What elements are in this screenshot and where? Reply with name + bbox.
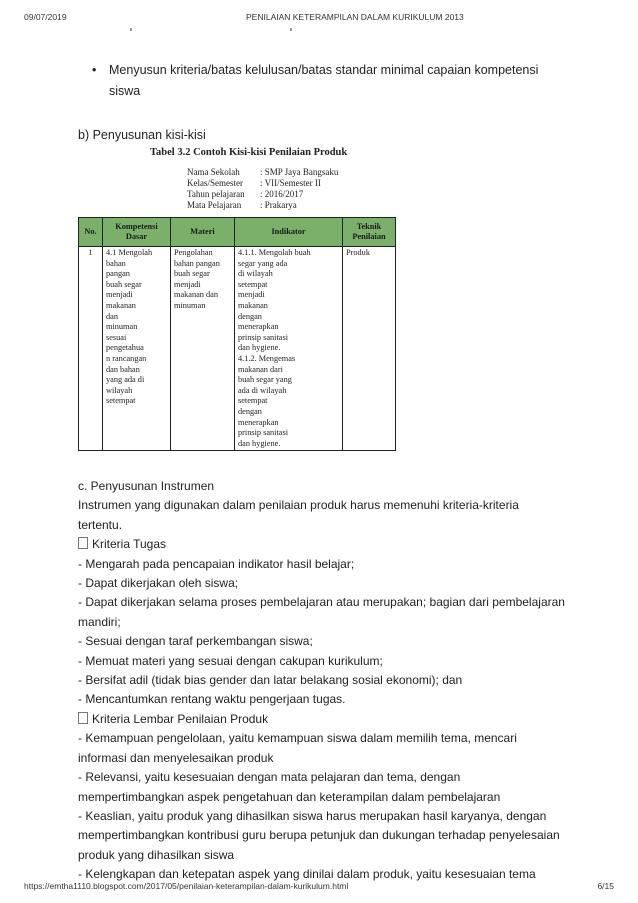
section-heading-kisi-kisi: b) Penyusunan kisi-kisi: [78, 128, 206, 142]
table-header-row: [79, 218, 396, 247]
info-value: : VII/Semester II: [260, 178, 321, 188]
line-text: mempertimbangkan aspek pengetahuan dan keterampilan dalam pembelajaran: [78, 789, 501, 804]
column-header: Indikator: [235, 218, 343, 247]
line-text: Instrumen yang digunakan dalam penilaian produk harus memenuhi kriteria-kriteria: [78, 498, 519, 513]
text-line: [78, 807, 598, 826]
text-line: [78, 555, 598, 574]
line-text: - Memuat materi yang sesuai dengan cakupan kurikulum;: [78, 653, 383, 668]
info-label: Nama Sekolah: [187, 167, 240, 177]
text-line: [78, 768, 598, 787]
line-text: - Kelengkapan dan ketepatan aspek yang dinilai dalam produk, yaitu kesesuaian tema: [78, 867, 536, 882]
column-header: Teknik Penilaian: [343, 218, 396, 247]
text-line: [78, 788, 598, 807]
cell-no: 1: [79, 247, 103, 451]
info-row: [187, 200, 338, 211]
text-line: [78, 613, 598, 632]
school-info: [187, 167, 338, 211]
text-line: [78, 749, 598, 768]
column-header: No.: [79, 218, 103, 247]
line-text: - Keaslian, yaitu produk yang dihasilkan siswa harus merupakan hasil karyanya, dengan: [78, 808, 547, 823]
text-line: [78, 574, 598, 593]
body-text: [78, 477, 598, 885]
cell-kompetensi-dasar: 4.1 Mengolah bahan pangan buah segar menjadi makanan dan minuman sesuai pengetahua n rancangan dan bahan yang ada di wilayah setempat: [103, 247, 171, 451]
cell-teknik-penilaian: Produk: [343, 247, 396, 451]
line-text: informasi dan menyelesaikan produk: [78, 750, 274, 765]
kisi-kisi-table: [78, 217, 396, 451]
line-text: - Dapat dikerjakan oleh siswa;: [78, 576, 239, 591]
print-footer-url: https://emtha1110.blogspot.com/2017/05/penilaian-keterampilan-dalam-kurikulum.html: [24, 881, 349, 891]
figure-title: Tabel 3.2 Contoh Kisi-kisi Penilaian Produk: [150, 147, 348, 158]
column-header: Kompetensi Dasar: [103, 218, 171, 247]
text-line: [78, 477, 598, 496]
line-text: - Kemampuan pengelolaan, yaitu kemampuan siswa dalam memilih tema, mencari: [78, 731, 517, 746]
info-label: Kelas/Semester: [187, 178, 243, 188]
kisi-kisi-table-image: [77, 147, 397, 467]
cell-indikator: 4.1.1. Mengolah buah segar yang ada di wilayah setempat menjadi makanan dengan menerapkan prinsip sanitasi dan hygiene. 4.1.2. Mengemas makanan dari buah segar yang ada di wilayah setempat dengan menerapkan prinsip sanitasi dan hygiene.: [235, 247, 343, 451]
text-line: [78, 729, 598, 748]
info-value: : SMP Jaya Bangsaku: [260, 167, 339, 177]
print-header-title: PENILAIAN KETERAMPILAN DALAM KURIKULUM 2013: [246, 12, 464, 22]
text-line: [78, 671, 598, 690]
line-text: mandiri;: [78, 614, 121, 629]
info-row: [187, 167, 338, 178]
line-text: produk yang dihasilkan siswa: [78, 847, 235, 862]
line-text: tertentu.: [78, 517, 123, 532]
cell-materi: Pengolahan bahan pangan buah segar menjadi makanan dan minuman: [171, 247, 235, 451]
line-text: - Mengarah pada pencapaian indikator hasil belajar;: [78, 556, 355, 571]
info-value: : Prakarya: [260, 200, 297, 210]
table-row: [79, 247, 396, 451]
info-row: [187, 178, 338, 189]
cut-mark: [290, 28, 292, 31]
line-text: - Relevansi, yaitu kesesuaian dengan mata pelajaran dan tema, dengan: [78, 770, 461, 785]
text-line: [78, 496, 598, 515]
cut-mark: [130, 28, 132, 31]
line-text: - Bersifat adil (tidak bias gender dan latar belakang sosial ekonomi); dan: [78, 673, 463, 688]
text-line: [78, 632, 598, 651]
bullet-text: Menyusun kriteria/batas kelulusan/batas standar minimal capaian kompetensi siswa: [109, 63, 539, 98]
line-text: - Sesuai dengan taraf perkembangan siswa;: [78, 634, 313, 649]
text-line: [78, 652, 598, 671]
line-text: c. Penyusunan Instrumen: [78, 479, 215, 493]
bullet-dot-icon: •: [92, 63, 97, 77]
criteria-heading: [78, 710, 598, 729]
line-text: mempertimbangkan kontribusi guru berupa petunjuk dan dukungan terhadap penyelesaian: [78, 828, 560, 843]
line-text: - Mencantumkan rentang waktu pengerjaan tugas.: [78, 692, 346, 707]
page-number: 6/15: [597, 881, 614, 891]
square-bullet-icon: [78, 537, 88, 549]
criteria-heading: [78, 535, 598, 554]
text-line: [78, 826, 598, 845]
info-label: Tahun pelajaran: [187, 189, 245, 199]
square-bullet-icon: [78, 712, 88, 724]
info-label: Mata Pelajaran: [187, 200, 242, 210]
print-date: 09/07/2019: [24, 12, 67, 22]
line-text: Kriteria Tugas: [92, 537, 167, 552]
column-header: Materi: [171, 218, 235, 247]
text-line: [78, 593, 598, 612]
info-row: [187, 189, 338, 200]
bullet-list-item: [92, 60, 552, 102]
line-text: Kriteria Lembar Penilaian Produk: [92, 711, 269, 726]
line-text: - Dapat dikerjakan selama proses pembelajaran atau merupakan; bagian dari pembelajaran: [78, 595, 565, 610]
info-value: : 2016/2017: [260, 189, 304, 199]
text-line: [78, 516, 598, 535]
text-line: [78, 690, 598, 709]
text-line: [78, 846, 598, 865]
